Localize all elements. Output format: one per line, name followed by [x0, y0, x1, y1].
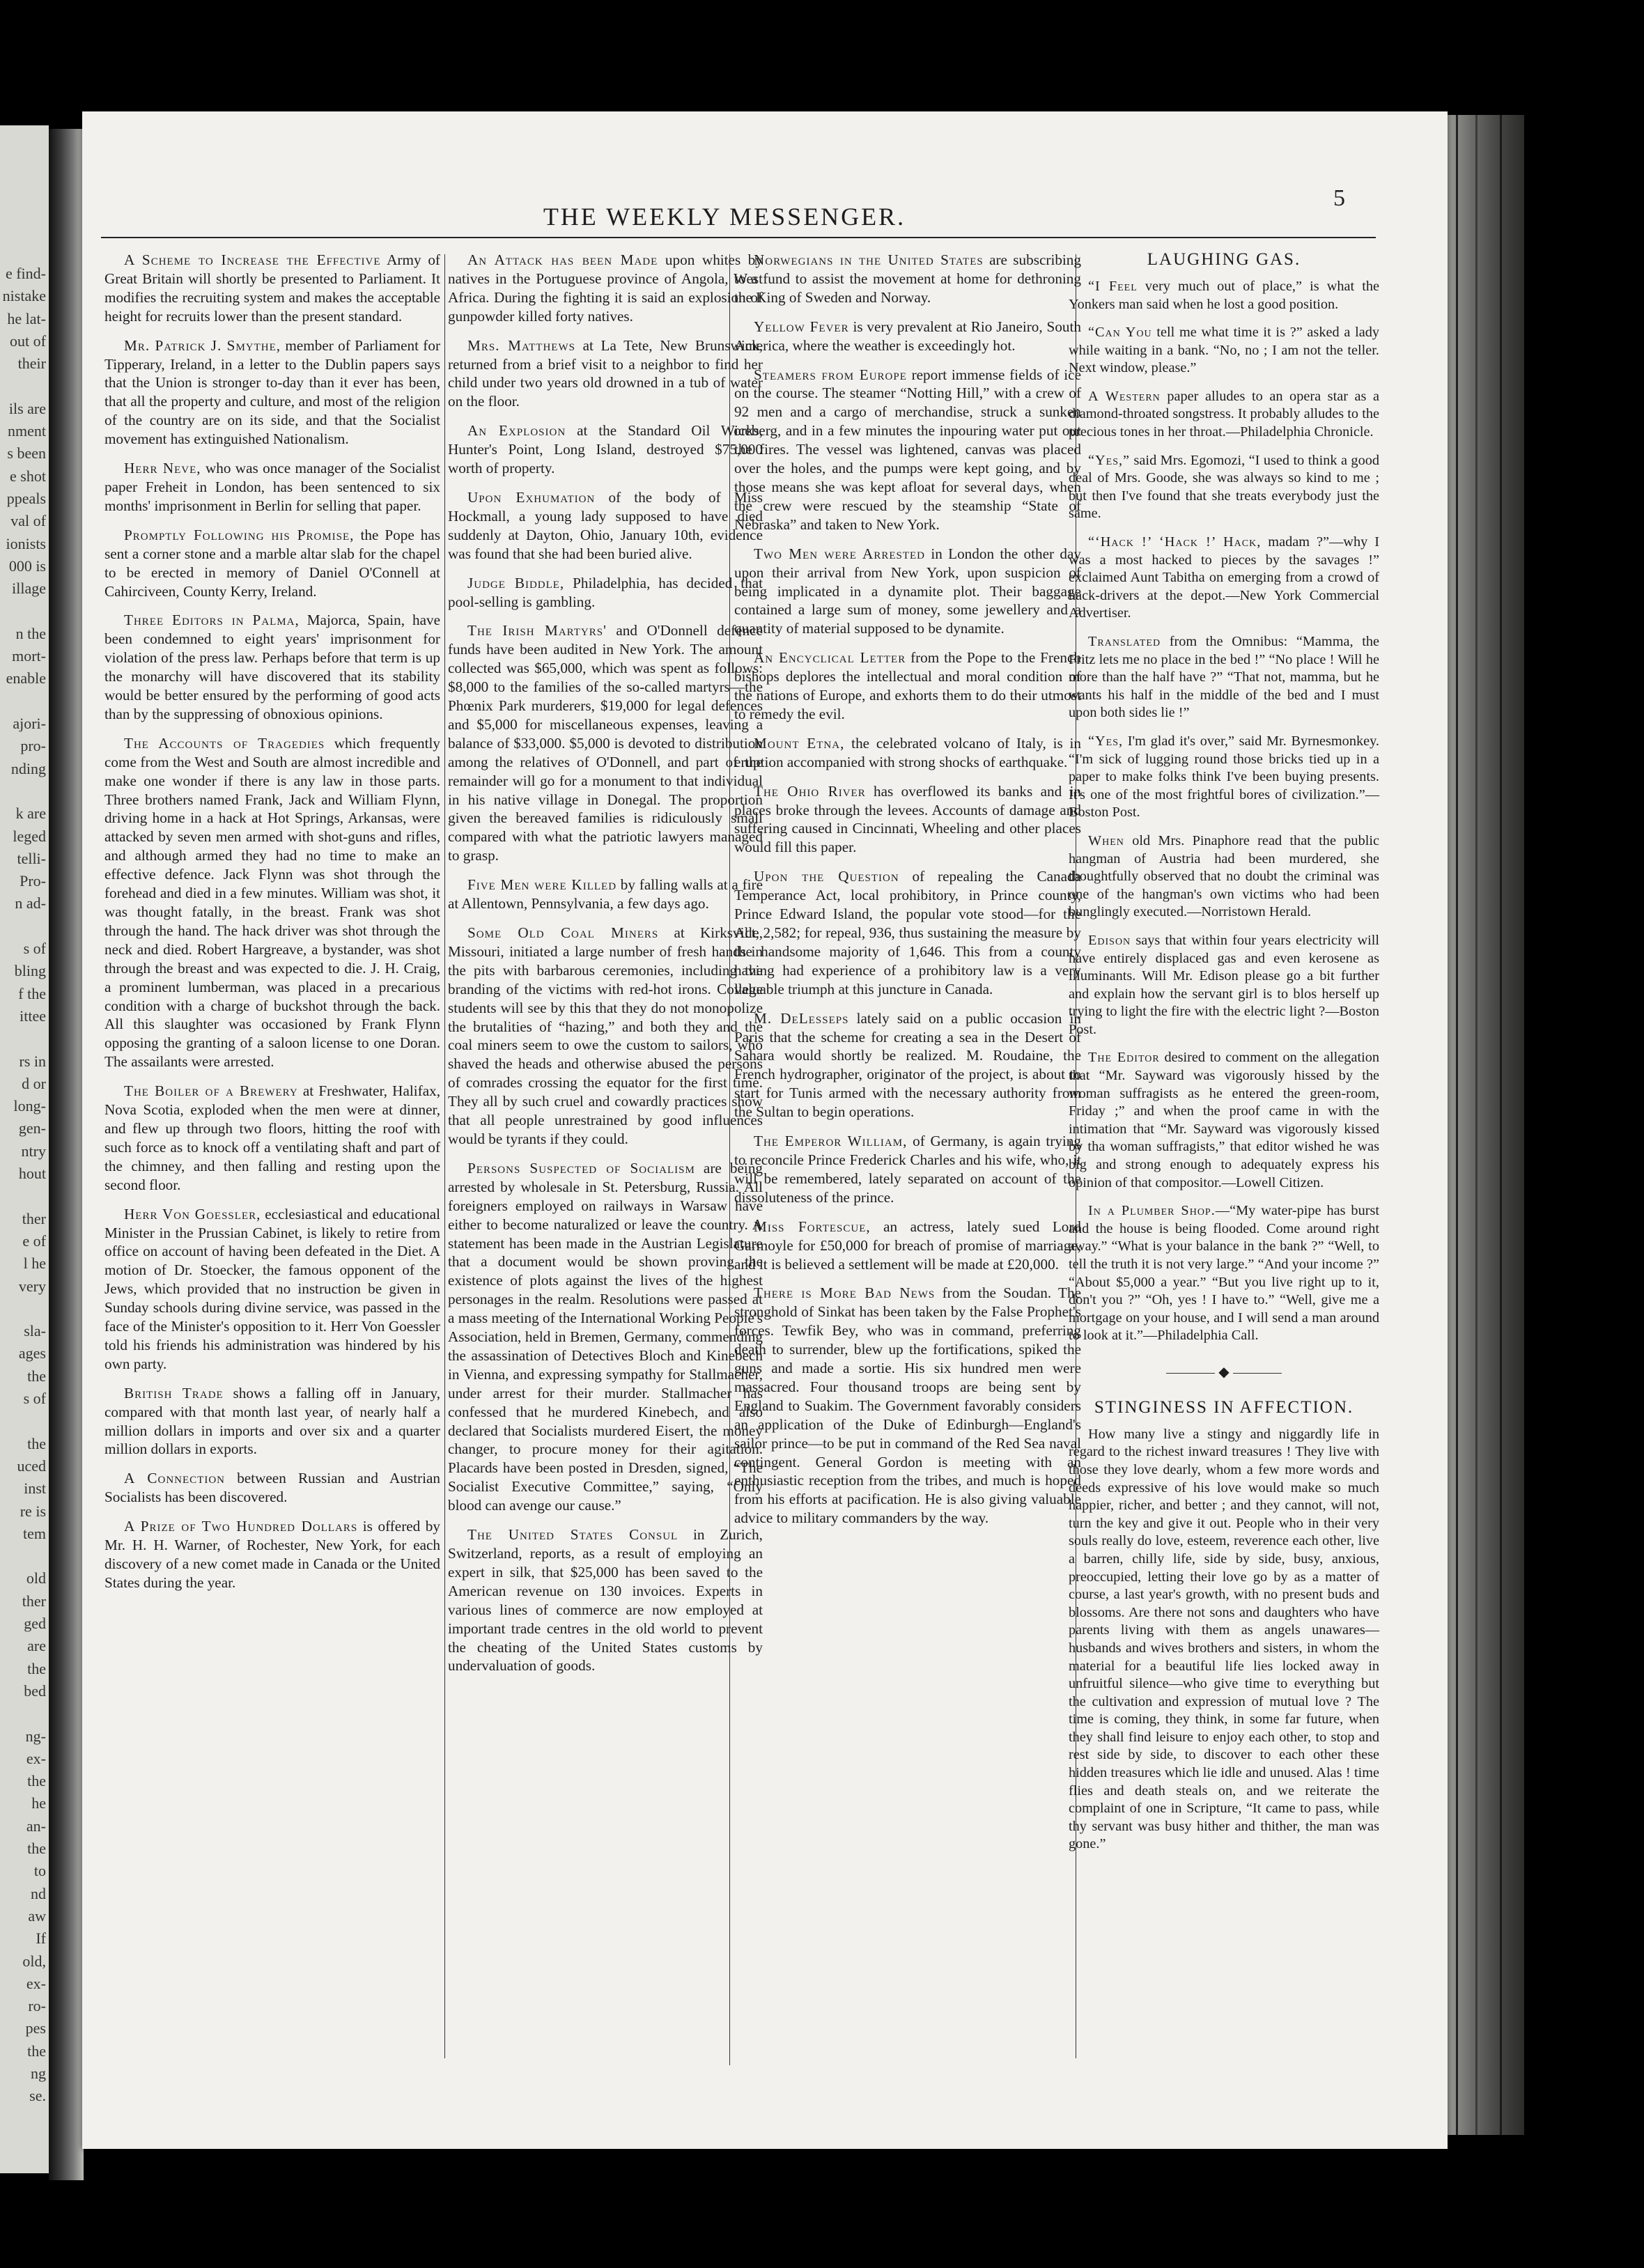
facing-page-text-fragment: ro-	[28, 1997, 46, 2015]
news-item	[448, 574, 763, 612]
facing-page-text-fragment: pro-	[20, 737, 46, 755]
news-item-lead: A Connection	[124, 1470, 225, 1487]
news-item	[1069, 324, 1379, 378]
news-item-text: is offered by Mr. H. H. Warner, of Rochester, New York, for each discovery of a new comet made in Canada or the United States during the year.	[104, 1518, 440, 1591]
news-item-lead: Miss Fortescue,	[754, 1218, 871, 1235]
news-item	[734, 734, 1081, 772]
facing-page-text-fragment: ittee	[20, 1007, 46, 1025]
facing-page-text-fragment: old	[26, 1569, 46, 1587]
news-item	[448, 1159, 763, 1515]
headline-stinginess: STINGINESS IN AFFECTION.	[1094, 1397, 1354, 1417]
news-item	[104, 1082, 440, 1194]
news-item-text: report immense fields of ice on the course. The steamer “Notting Hill,” with a crew of 92 men and a cargo of merchandise, struck a sunken iceberg, and in a few minutes the inpouring water put out the fires. The vessel was lightened, canvas was placed over the holes, and the pumps were kept going, and by those means she was kept afloat for several days, when the crew were rescued by the steamship “State of Nebraska” and taken to New York.	[734, 366, 1081, 533]
news-item-text: very much out of place,” is what the Yonkers man said when he lost a good position.	[1069, 278, 1379, 312]
facing-page-text-fragment: k are	[15, 805, 46, 823]
facing-page-text-fragment: uced	[17, 1457, 46, 1475]
news-item-text: at Freshwater, Halifax, Nova Scotia, exploded when the men were at dinner, and flew up through two floors, hitting the roof with such force as to knock off a ventilating shaft and part of the chimney, and then falling and resting upon the second floor.	[104, 1082, 440, 1193]
facing-page-text-fragment: are	[27, 1637, 46, 1655]
news-item-lead: Yellow Fever	[754, 318, 849, 335]
news-item-lead: Mount Etna,	[754, 734, 845, 752]
news-item-lead: Promptly Following his Promise,	[124, 526, 355, 543]
news-item-text: at Kirksville, Missouri, initiated a large number of fresh hands in the pits with barbarous ceremonies, including the branding of the victims with red-hot irons. College students will see by this that they do not monopolize the brutalities of “hazing,” and both they and the coal miners seem to owe the custom to sailors, who shaved the heads and otherwise abused the persons of comrades crossing the equator for the first time. They all by such cruel and cowardly practices show that all people unrestrained by good influences would be tyrants if they could.	[448, 924, 763, 1147]
news-item	[734, 1009, 1081, 1121]
facing-page-text-fragment: s of	[23, 1390, 46, 1407]
facing-page-text-fragment: he lat-	[7, 309, 46, 327]
news-item-text: —“My water-pipe has burst and the house is being flooded. Come around right away.” “What is your balance in the bank ?” “Well, to tell the truth it is not very large.” “And your income ?” “About $5,000 a year.” “But you live right up to it, don't you ?” “Oh, yes ! I have to.” “Well, give me a mortgage on your house, and I will send a man around to look at it.”—Philadelphia Call.	[1069, 1203, 1379, 1344]
facing-page-text-fragment: e of	[22, 1232, 46, 1250]
news-item-lead: There is More Bad News	[754, 1284, 936, 1302]
facing-page-text-fragment: pes	[25, 2019, 46, 2037]
news-item-text: at La Tete, New Brunswick, returned from a brief visit to a neighbor to find her child under two years old drowned in a tub of water on the floor.	[448, 336, 763, 410]
news-item-lead: In a Plumber Shop.	[1088, 1203, 1216, 1219]
facing-page-text-fragment: mort-	[12, 647, 46, 665]
news-item-lead: When	[1088, 832, 1124, 848]
facing-page-text-fragment: ils are	[8, 399, 46, 417]
facing-page-text-fragment: n the	[15, 624, 46, 642]
news-item-lead: Five Men were Killed	[467, 876, 617, 894]
facing-page-text-fragment: an-	[26, 1817, 46, 1835]
news-item	[448, 924, 763, 1149]
facing-page-text-fragment: to	[33, 1862, 46, 1880]
facing-page-text-fragment: ntry	[21, 1142, 46, 1160]
facing-page-text-fragment: he	[31, 1794, 46, 1812]
facing-page-text-fragment: the	[27, 1659, 46, 1677]
news-item-lead: British Trade	[124, 1384, 224, 1401]
news-item-text: shows a falling off in January, compared with that month last year, of nearly half a million dollars in imports and over six and a quarter million dollars in exports.	[104, 1384, 441, 1458]
news-item-text: from the Pope to the French bishops deplores the intellectual and moral condition of the nations of Europe, and exhorts them to do their utmost to remedy the evil.	[734, 649, 1081, 722]
news-item-text: said Mrs. Egomozi, “I used to think a good deal of Mrs. Goode, she was always so kind to me ; but then I've found that she treats everybody just the same.	[1069, 452, 1379, 522]
facing-page-text-fragment: l he	[23, 1255, 46, 1273]
news-item-lead: An Explosion	[467, 422, 566, 440]
news-item-text: lately said on a public occasion in Paris that the scheme for creating a sea in the Desert of Sahara would shortly be realized. M. Roudaine, the French hydrographer, originator of the project, is about to start for Tunis armed with the necessary authority from the Sultan to begin operations.	[734, 1009, 1081, 1121]
facing-page-text-fragment: sla-	[24, 1322, 46, 1340]
news-item-text: Army of Great Britain will shortly be presented to Parliament. It modifies the recruiting system and makes the acceptable height for recruits lower than the present standard.	[104, 251, 440, 325]
news-item-lead: The Irish Martyrs'	[467, 622, 607, 639]
facing-page-text-fragment: nd	[31, 1884, 46, 1902]
facing-page-text-fragment: If	[36, 1929, 46, 1948]
news-item-text: of repealing the Canada Temperance Act, local prohibitory, in Prince county, Prince Edward Island, the popular vote stood—for the Act, 2,582; for repeal, 936, thus sustaining the measure by the handsome majority of 1,646. This from a county having had experience of a prohibitory law is a very valuable triumph at this juncture in Canada.	[734, 868, 1081, 997]
facing-page-text-fragment: the	[27, 1367, 46, 1385]
facing-page-text-fragment: their	[17, 355, 46, 373]
news-item	[734, 648, 1081, 724]
news-item-text: at the Standard Oil Works, Hunter's Point, Long Island, destroyed $75,000 worth of property.	[448, 422, 763, 477]
facing-page-text-fragment: bed	[24, 1681, 46, 1700]
facing-page-text-fragment: old,	[22, 1952, 46, 1970]
news-item-lead: Norwegians in the United States	[754, 251, 984, 268]
news-item-lead: The United States Consul	[467, 1526, 678, 1544]
news-item	[1069, 1202, 1379, 1345]
facing-page-text-fragment: rs in	[19, 1052, 46, 1070]
laughing-gas-items	[1069, 278, 1379, 1345]
news-item-text: by falling walls at a fire at Allentown, Pennsylvania, a few days ago.	[448, 876, 763, 912]
news-item	[104, 734, 440, 1071]
news-item	[734, 318, 1081, 355]
facing-page-text-fragment: f the	[18, 984, 46, 1002]
facing-page-text-fragment: 000 is	[8, 557, 46, 575]
news-item-text: Philadelphia, has decided that pool-selling is gambling.	[448, 574, 763, 610]
facing-page-text-fragment: very	[18, 1277, 46, 1295]
news-item-text: between Russian and Austrian Socialists has been discovered.	[104, 1470, 440, 1506]
news-item	[104, 1384, 440, 1459]
news-item-text: I'm glad it's over,” said Mr. Byrnesmonkey. “I'm sick of lugging round those bricks tied up in a paper to make folks think I've been buying presents. It's one of the most frightful bores of civilization.”—Boston Post.	[1069, 733, 1379, 821]
news-item-text: ecclesiastical and educational Minister in the Prussian Cabinet, is likely to retire from office on account of having been defeated in the Diet. A motion of Dr. Stoecker, the famous opponent of the Jews, which provided that no instruction be given in Sunday schools during divine service, was passed in the face of the Minister's opposition to it. Herr Von Goessler told his friends his administration was hindered by his own party.	[104, 1205, 440, 1372]
news-item-lead: An Attack has been Made	[467, 251, 658, 268]
news-item	[734, 1132, 1081, 1207]
news-item	[104, 1469, 440, 1507]
facing-page-text-fragment: ionists	[6, 534, 46, 552]
news-item-lead: Three Editors in Palma,	[124, 612, 300, 629]
news-item	[1069, 932, 1379, 1039]
news-item	[734, 251, 1081, 307]
column-rule	[444, 254, 445, 2058]
news-item-text: from the Omnibus: “Mamma, the Fritz lets me no place in the bed !” “No place ! Will he more than the half have ?” “That not, mamma, but he wants his half in the middle of the bed and I must upon both sides lie !”	[1069, 634, 1379, 721]
news-item-lead: Steamers from Europe	[754, 366, 907, 383]
header-rule	[101, 237, 1376, 238]
facing-page-text-fragment: ng-	[25, 1727, 46, 1745]
news-item-text: from the Soudan. The stronghold of Sinkat has been taken by the False Prophet's forces. Tewfik Bey, who was in command, preferring death to surrender, blew up the fortifications, spiked the guns and made a sortie. His six hundred men were massacred. Four thousand troops are being sent by England to Suakim. The Government favorably considers an application of the Duke of Edinburgh—England's sailor prince—to be put in command of the Red Sea naval contingent. General Gordon is meeting with an enthusiastic reception from the tribes, and much is hoped from his efforts at pacification. He is also giving valuable advice to military commanders by the way.	[734, 1284, 1081, 1527]
facing-page-text-fragment: bling	[14, 962, 46, 980]
news-item	[1069, 633, 1379, 722]
page-title: THE WEEKLY MESSENGER.	[543, 203, 906, 231]
facing-page-text-fragment: aw	[28, 1906, 46, 1925]
news-item	[104, 251, 440, 326]
facing-page-text-fragment: leged	[13, 827, 46, 845]
column-2	[448, 251, 763, 1686]
facing-page-text-fragment: ex-	[26, 1974, 46, 1992]
page-block-edge	[1448, 115, 1524, 2135]
book-gutter	[49, 129, 84, 2180]
facing-page-text-fragment: nistake	[2, 287, 46, 305]
facing-page-text-fragment: nment	[8, 422, 46, 440]
news-item-text: which frequently come from the West and South are almost incredible and make one wonder if there is any law in those parts. Three brothers named Frank, Jack and William Flynn, driving home in a hack at Hot Springs, Arkansas, were attacked by seven men armed with shot-guns and rifles, and although armed they had no time to make an effective defence. Jack Flynn was shot through the forehead and died in a few minutes. William was shot, it was thought fatally, in the breast. Frank was shot through the hand. The hack driver was shot through the neck and died. Robert Hargreave, a bystander, was shot through the breast and was expected to die. J. H. Craig, a prominent lumberman, was placed in a precarious condition with a charge of buckshot through the back. All this slaughter was occasioned by Frank Flynn opposing the granting of a saloon license to one Doran. The assailants were arrested.	[104, 734, 440, 1071]
news-item-text: Majorca, Spain, have been condemned to eight years' imprisonment for violation of the press law. Perhaps before that term is up the monarchy will have discovered that its stability would be better ensured by the performing of good acts than by the suppressing of obnoxious opinions.	[104, 612, 440, 722]
news-item-lead: A Scheme to Increase the Effective	[124, 251, 381, 268]
news-item-lead: A Prize of Two Hundred Dollars	[124, 1518, 358, 1535]
news-item	[448, 488, 763, 564]
facing-page-text-fragment: Pro-	[20, 872, 46, 890]
news-item	[1069, 534, 1379, 623]
facing-page-text-fragment: re is	[20, 1502, 46, 1520]
facing-page-text-fragment: s of	[23, 940, 46, 957]
news-item	[448, 421, 763, 478]
news-item	[448, 336, 763, 412]
news-item-lead: Upon the Question	[754, 868, 899, 885]
news-item-text: upon whites by natives in the Portuguese province of Angola, West Africa. During the fighting it is said an explosion of gunpowder killed forty natives.	[448, 251, 763, 325]
news-item-text: old Mrs. Pinaphore read that the public hangman of Austria had been murdered, she thoughtfully observed that no doubt the criminal was one of the hangman's own victims who had been bunglingly executed.—Norristown Herald.	[1069, 832, 1379, 920]
news-item	[1069, 832, 1379, 922]
news-item-lead: “Can You	[1088, 325, 1152, 341]
news-item-lead: “‘Hack !’ ‘Hack !’ Hack,	[1088, 534, 1262, 550]
news-item-lead: M. DeLesseps	[754, 1009, 849, 1027]
news-item-text: an actress, lately sued Lord Garmoyle for £50,000 for breach of promise of marriage, and it is believed a settlement will be made at £20,000.	[734, 1218, 1081, 1273]
news-item	[734, 1218, 1081, 1274]
news-item	[1069, 733, 1379, 822]
news-item	[1069, 1049, 1379, 1192]
news-item-lead: A Western	[1088, 388, 1161, 404]
news-item-text: and O'Donnell defence funds have been audited in New York. The amount collected was $65,000, which was spent as follows: $8,000 to the families of the so-called martyrs—the Phœnix Park murderers, $19,000 for legal defences and $5,000 for miscellaneous expenses, leaving a balance of $33,000. $5,000 is devoted to distribution among the relatives of O'Donnell, and part of the remainder will go for a monument to that individual in his native village in Donegal. The proportion given the bereaved families is ridiculously small compared with what the patriotic lawyers managed to grasp.	[448, 622, 763, 864]
news-item	[104, 459, 440, 515]
news-item	[104, 1517, 440, 1592]
facing-page-text-fragment: ppeals	[6, 490, 46, 507]
facing-page-text-fragment: the	[27, 1772, 46, 1790]
news-item	[448, 621, 763, 865]
news-item-text: in Zurich, Switzerland, reports, as a result of employing an expert in silk, that $25,000 has been saved to the American revenue on 130 invoices. Experts in various lines of commerce are now employed at important trade centres in the old world to prevent the cheating of the United States customs by undervaluation of goods.	[448, 1526, 763, 1675]
news-item	[1069, 388, 1379, 442]
facing-page-text-fragment: d or	[22, 1074, 46, 1092]
news-item-text: has overflowed its banks and in places broke through the levees. Accounts of damage and suffering caused in Cincinnati, Wheeling and other places would fill this paper.	[734, 782, 1082, 856]
facing-page-text-fragment: tem	[23, 1524, 46, 1542]
facing-page-text-fragment: long-	[13, 1097, 46, 1115]
news-item-text: of Germany, is again trying to reconcile Prince Frederick Charles and his wife, who, it will be remembered, lately separated on account of the dissoluteness of the prince.	[734, 1133, 1081, 1206]
news-item	[734, 545, 1081, 639]
facing-page-text-fragment: illage	[12, 580, 46, 598]
facing-page-text-fragment: ged	[24, 1615, 46, 1632]
facing-page-text-fragment: ther	[22, 1592, 46, 1610]
news-item	[734, 1284, 1081, 1528]
facing-page-text-fragment: n ad-	[15, 894, 46, 912]
news-item-lead: The Ohio River	[754, 782, 866, 800]
facing-page-text-fragment: inst	[24, 1479, 46, 1498]
column-3	[734, 251, 1081, 1538]
news-item-lead: Herr Von Goessler,	[124, 1205, 261, 1222]
news-item	[734, 867, 1081, 998]
news-item-lead: Persons Suspected of Socialism	[467, 1159, 695, 1176]
facing-page-text-fragment: enable	[6, 669, 46, 688]
news-item-lead: “Yes,	[1088, 733, 1124, 749]
news-item-lead: Judge Biddle,	[467, 574, 565, 591]
facing-page-text-fragment: e shot	[10, 467, 46, 485]
facing-page-text-fragment: nding	[10, 759, 46, 777]
facing-page-text-fragment: ng	[31, 2065, 46, 2082]
news-item-text: tell me what time it is ?” asked a lady while waiting in a bank. “No, no ; I am not the teller. Next window, please.”	[1069, 325, 1379, 376]
news-item	[104, 336, 440, 449]
news-item	[104, 611, 440, 723]
news-item-lead: Mrs. Matthews	[467, 336, 575, 354]
news-item-lead: The Boiler of a Brewery	[124, 1082, 298, 1100]
section-divider: ◆	[1069, 1363, 1379, 1382]
news-item	[104, 1205, 440, 1374]
news-item-text: paper alludes to an opera star as a diamond-throated songstress. It probably alludes to the precious tones in her throat.—Philadelphia Chronicle.	[1069, 388, 1380, 440]
news-item-lead: The Accounts of Tragedies	[124, 734, 325, 752]
news-item	[734, 366, 1081, 534]
news-item-text: of the body of Miss Hockmall, a young lady supposed to have died suddenly at Dayton, Ohio, January 10th, evidence was found that she had been buried alive.	[448, 488, 763, 562]
facing-page-text-fragment: ages	[18, 1344, 46, 1362]
column-1	[104, 251, 440, 1603]
facing-page-text-fragment: ex-	[26, 1749, 46, 1767]
facing-page-text-fragment: se.	[29, 2087, 46, 2105]
news-item	[448, 1525, 763, 1675]
page-number: 5	[1333, 185, 1345, 211]
news-item	[1069, 452, 1379, 523]
facing-page-text-fragment: telli-	[17, 849, 46, 867]
news-item-text: who was once manager of the Socialist paper Freheit in London, has been sentenced to six months' imprisonment in Berlin for selling that paper.	[104, 460, 440, 514]
news-item-lead: Edison	[1088, 932, 1131, 948]
facing-page-text-fragment: the	[27, 2042, 46, 2060]
news-item-text: is very prevalent at Rio Janeiro, South America, where the weather is exceedingly hot.	[734, 318, 1082, 354]
news-item-lead: Translated	[1088, 634, 1161, 649]
news-item-text: madam ?”—why I was a most hacked to pieces by the savages !” exclaimed Aunt Tabitha on emerging from a crowd of hack-drivers at the depot.—New York Commercial Advertiser.	[1069, 534, 1379, 621]
news-item	[104, 526, 440, 601]
facing-page-edge	[0, 125, 49, 2173]
news-item	[1069, 278, 1379, 313]
facing-page-text-fragment: ther	[22, 1209, 46, 1227]
facing-page-text-fragment: the	[27, 1840, 46, 1857]
facing-page-text-fragment: the	[27, 1434, 46, 1452]
news-item-lead: “I Feel	[1088, 278, 1138, 294]
news-item-text: says that within four years electricity will have entirely displaced gas and even kerosene as illuminants. Will Mr. Edison please go a bit further and explain how the servant girl is to blos herself up trying to light the fire with the electric light ?—Boston Post.	[1069, 932, 1379, 1037]
news-item-lead: The Editor	[1088, 1050, 1160, 1066]
news-item-text: the Pope has sent a corner stone and a marble altar slab for the chapel to be erected in memory of Daniel O'Connell at Cahirciveen, County Kerry, Ireland.	[104, 526, 440, 600]
news-item-lead: Some Old Coal Miners	[467, 924, 659, 941]
news-item-text: the celebrated volcano of Italy, is in eruption accompanied with strong shocks of earthquake.	[734, 734, 1081, 770]
facing-page-text-fragment: gen-	[18, 1119, 46, 1137]
news-item	[734, 782, 1081, 857]
facing-page-text-fragment: ajori-	[13, 715, 46, 732]
news-item-lead: The Emperor William,	[754, 1133, 908, 1150]
news-item-lead: Herr Neve,	[124, 460, 201, 477]
news-item-lead: Mr. Patrick J. Smythe,	[124, 336, 281, 354]
facing-page-text-fragment: hout	[18, 1165, 46, 1182]
news-item-lead: Two Men were Arrested	[754, 545, 926, 562]
facing-page-text-fragment: val of	[10, 512, 46, 530]
news-item-lead: “Yes,”	[1088, 452, 1131, 468]
news-item-lead: Upon Exhumation	[467, 488, 596, 506]
news-item-text: desired to comment on the allegation that “Mr. Sayward was vigorously hissed by the woman suffragists as he entered the green-room, Friday ;” and when the proof came in with the intimation that “Mr. Sayward was vigorously kissed by tha woman suffragists,” that editor wished he was big and strong enough to adequately express his opinion of that compositor.—Lowell Citizen.	[1069, 1050, 1379, 1190]
news-item-text: member of Parliament for Tipperary, Ireland, in a letter to the Dublin papers says that the Union is stronger to-day than it ever has been, that all the property and culture, and most of the religion of the country are on its side, and that the Socialist movement has extinguished Nationalism.	[104, 336, 441, 448]
news-item-text: are subscribing to a fund to assist the movement at home for dethroning the King of Sweden and Norway.	[734, 251, 1081, 306]
news-item	[448, 251, 763, 326]
news-item	[448, 876, 763, 913]
column-4	[1069, 251, 1379, 1864]
essay-paragraph: How many live a stingy and niggardly life in regard to the richest inward treasures ! They live with those they love dearly, whom a few more words and deeds expressive of his love would make so much happier, richer, and better ; and they cannot, will not, turn the key and give it out. People who in their very souls really do love, esteem, reverence each other, live a barren, chilly life, side by side, busy, anxious, preoccupied, letting their love go by as a matter of course, a last year's growth, with no present buds and blossoms. Are there not sons and daughters who have parents living with them as angels unawares—husbands and wives brothers and sisters, in whom the material for a beautiful life lies locked away in unfruitful silence—who give time to everything but the cultivation and expression of mutual love ? The time is coming, they think, in some far future, when they shall find leisure to enjoy each other, to stop and rest side by side, to discover to each other these hidden treasures which lie idle and unused. Alas ! time flies and death steals on, and we reiterate the complaint of one in Scripture, “It came to pass, while thy servant was busy hither and thither, the man was gone.”	[1069, 1426, 1379, 1852]
facing-page-text-fragment: e find-	[5, 265, 46, 282]
facing-page-text-fragment: s been	[7, 444, 46, 463]
news-item-text: are being arrested by wholesale in St. Petersburg, Russia. All foreigners employed on railways in Warsaw have either to become naturalized or leave the country. A statement has been made in the Austrian Legislature that a document would be shown proving the existence of plots against the lives of the highest personages in the realm. Resolutions were passed at a mass meeting of the International Working People's Association, held in Bremen, Germany, commending the assassination of Detectives Bloch and Kinebech in Vienna, and expressing sympathy for Stallmacher, under arrest for their murder. Stallmacher has confessed that he murdered Kinebech, and also declared that Socialists murdered Eisert, the money changer, to procure money for their agitation. Placards have been posted in Dresden, signed, “The Socialist Executive Committee,” saying, “Only blood can avenge our cause.”	[448, 1159, 763, 1514]
news-item-text: in London the other day upon their arrival from New York, upon suspicion of being implicated in a dynamite plot. Their baggage contained a large sum of money, some jewellery and a quantity of material supposed to be dynamite.	[734, 545, 1081, 637]
news-item-lead: An Encyclical Letter	[754, 649, 906, 667]
headline-laughing-gas: LAUGHING GAS.	[1147, 250, 1301, 269]
facing-page-text-fragment: out of	[10, 332, 46, 350]
